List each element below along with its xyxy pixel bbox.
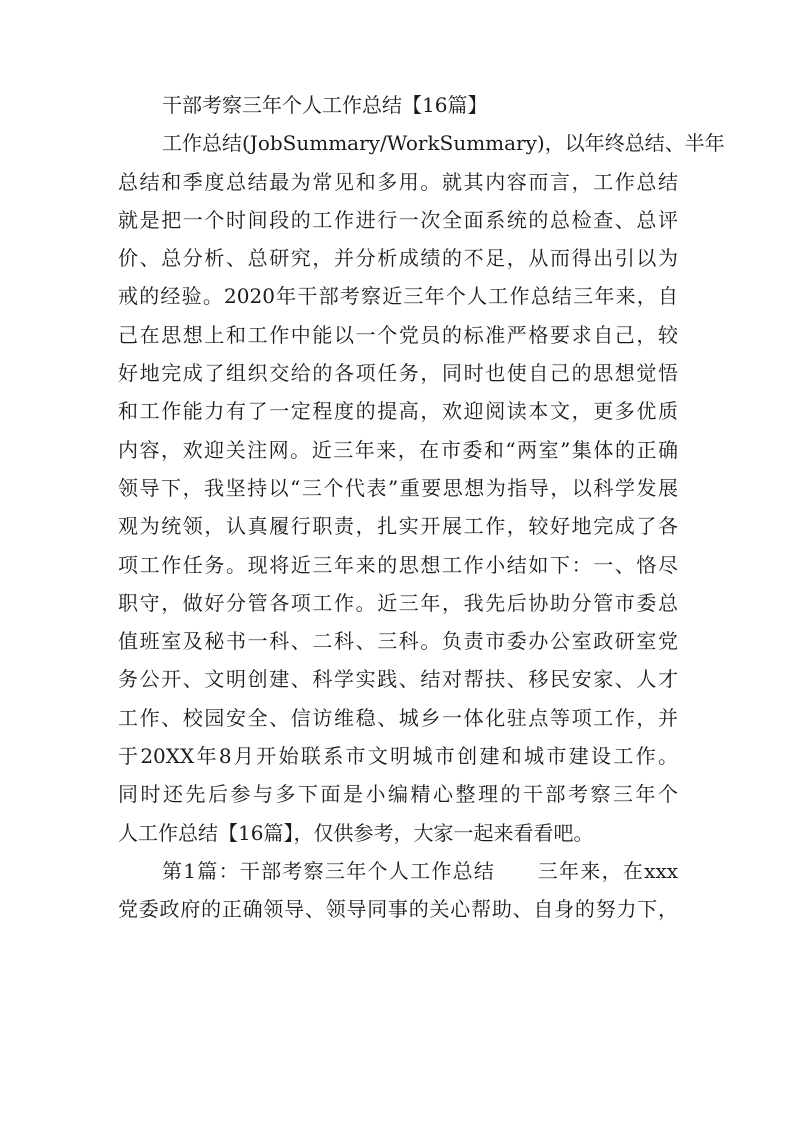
paragraph-line: 戒的经验。2020年干部考察近三年个人工作总结三年来，自 <box>118 284 678 309</box>
section-heading-line: 第1篇：干部考察三年个人工作总结 三年来，在xxx <box>162 858 678 883</box>
paragraph-line: 工作、校园安全、信访维稳、城乡一体化驻点等项工作，并 <box>118 705 678 730</box>
paragraph-line: 项工作任务。现将近三年来的思想工作小结如下：一、恪尽 <box>118 552 678 577</box>
paragraph-line: 就是把一个时间段的工作进行一次全面系统的总检查、总评 <box>118 207 678 232</box>
paragraph-line: 价、总分析、总研究，并分析成绩的不足，从而得出引以为 <box>118 246 678 271</box>
paragraph-line: 人工作总结【16篇】，仅供参考，大家一起来看看吧。 <box>118 820 594 845</box>
paragraph-line: 和工作能力有了一定程度的提高，欢迎阅读本文，更多优质 <box>118 399 678 424</box>
paragraph-line: 观为统领，认真履行职责，扎实开展工作，较好地完成了各 <box>118 514 678 539</box>
paragraph-line: 于20XX年8月开始联系市文明城市创建和城市建设工作。 <box>118 744 678 769</box>
paragraph-line: 务公开、文明创建、科学实践、结对帮扶、移民安家、人才 <box>118 667 678 692</box>
document-title: 干部考察三年个人工作总结【16篇】 <box>162 93 488 117</box>
paragraph-line: 内容，欢迎关注网。近三年来，在市委和“两室”集体的正确 <box>118 437 678 462</box>
paragraph-line: 总结和季度总结最为常见和多用。就其内容而言，工作总结 <box>118 169 678 194</box>
paragraph-line: 职守，做好分管各项工作。近三年，我先后协助分管市委总 <box>118 590 678 615</box>
paragraph-line: 好地完成了组织交给的各项任务，同时也使自己的思想觉悟 <box>118 361 678 386</box>
document-body <box>118 86 725 929</box>
paragraph-line: 工作总结(JobSummary/WorkSummary)，以年终总结、半年 <box>162 131 725 156</box>
paragraph-line: 党委政府的正确领导、领导同事的关心帮助、自身的努力下， <box>118 897 678 922</box>
paragraph-line: 领导下，我坚持以“三个代表”重要思想为指导，以科学发展 <box>118 475 678 500</box>
paragraph-line: 同时还先后参与多下面是小编精心整理的干部考察三年个 <box>118 782 678 807</box>
paragraph-line: 值班室及秘书一科、二科、三科。负责市委办公室政研室党 <box>118 629 678 654</box>
paragraph-line: 己在思想上和工作中能以一个党员的标准严格要求自己，较 <box>118 322 678 347</box>
